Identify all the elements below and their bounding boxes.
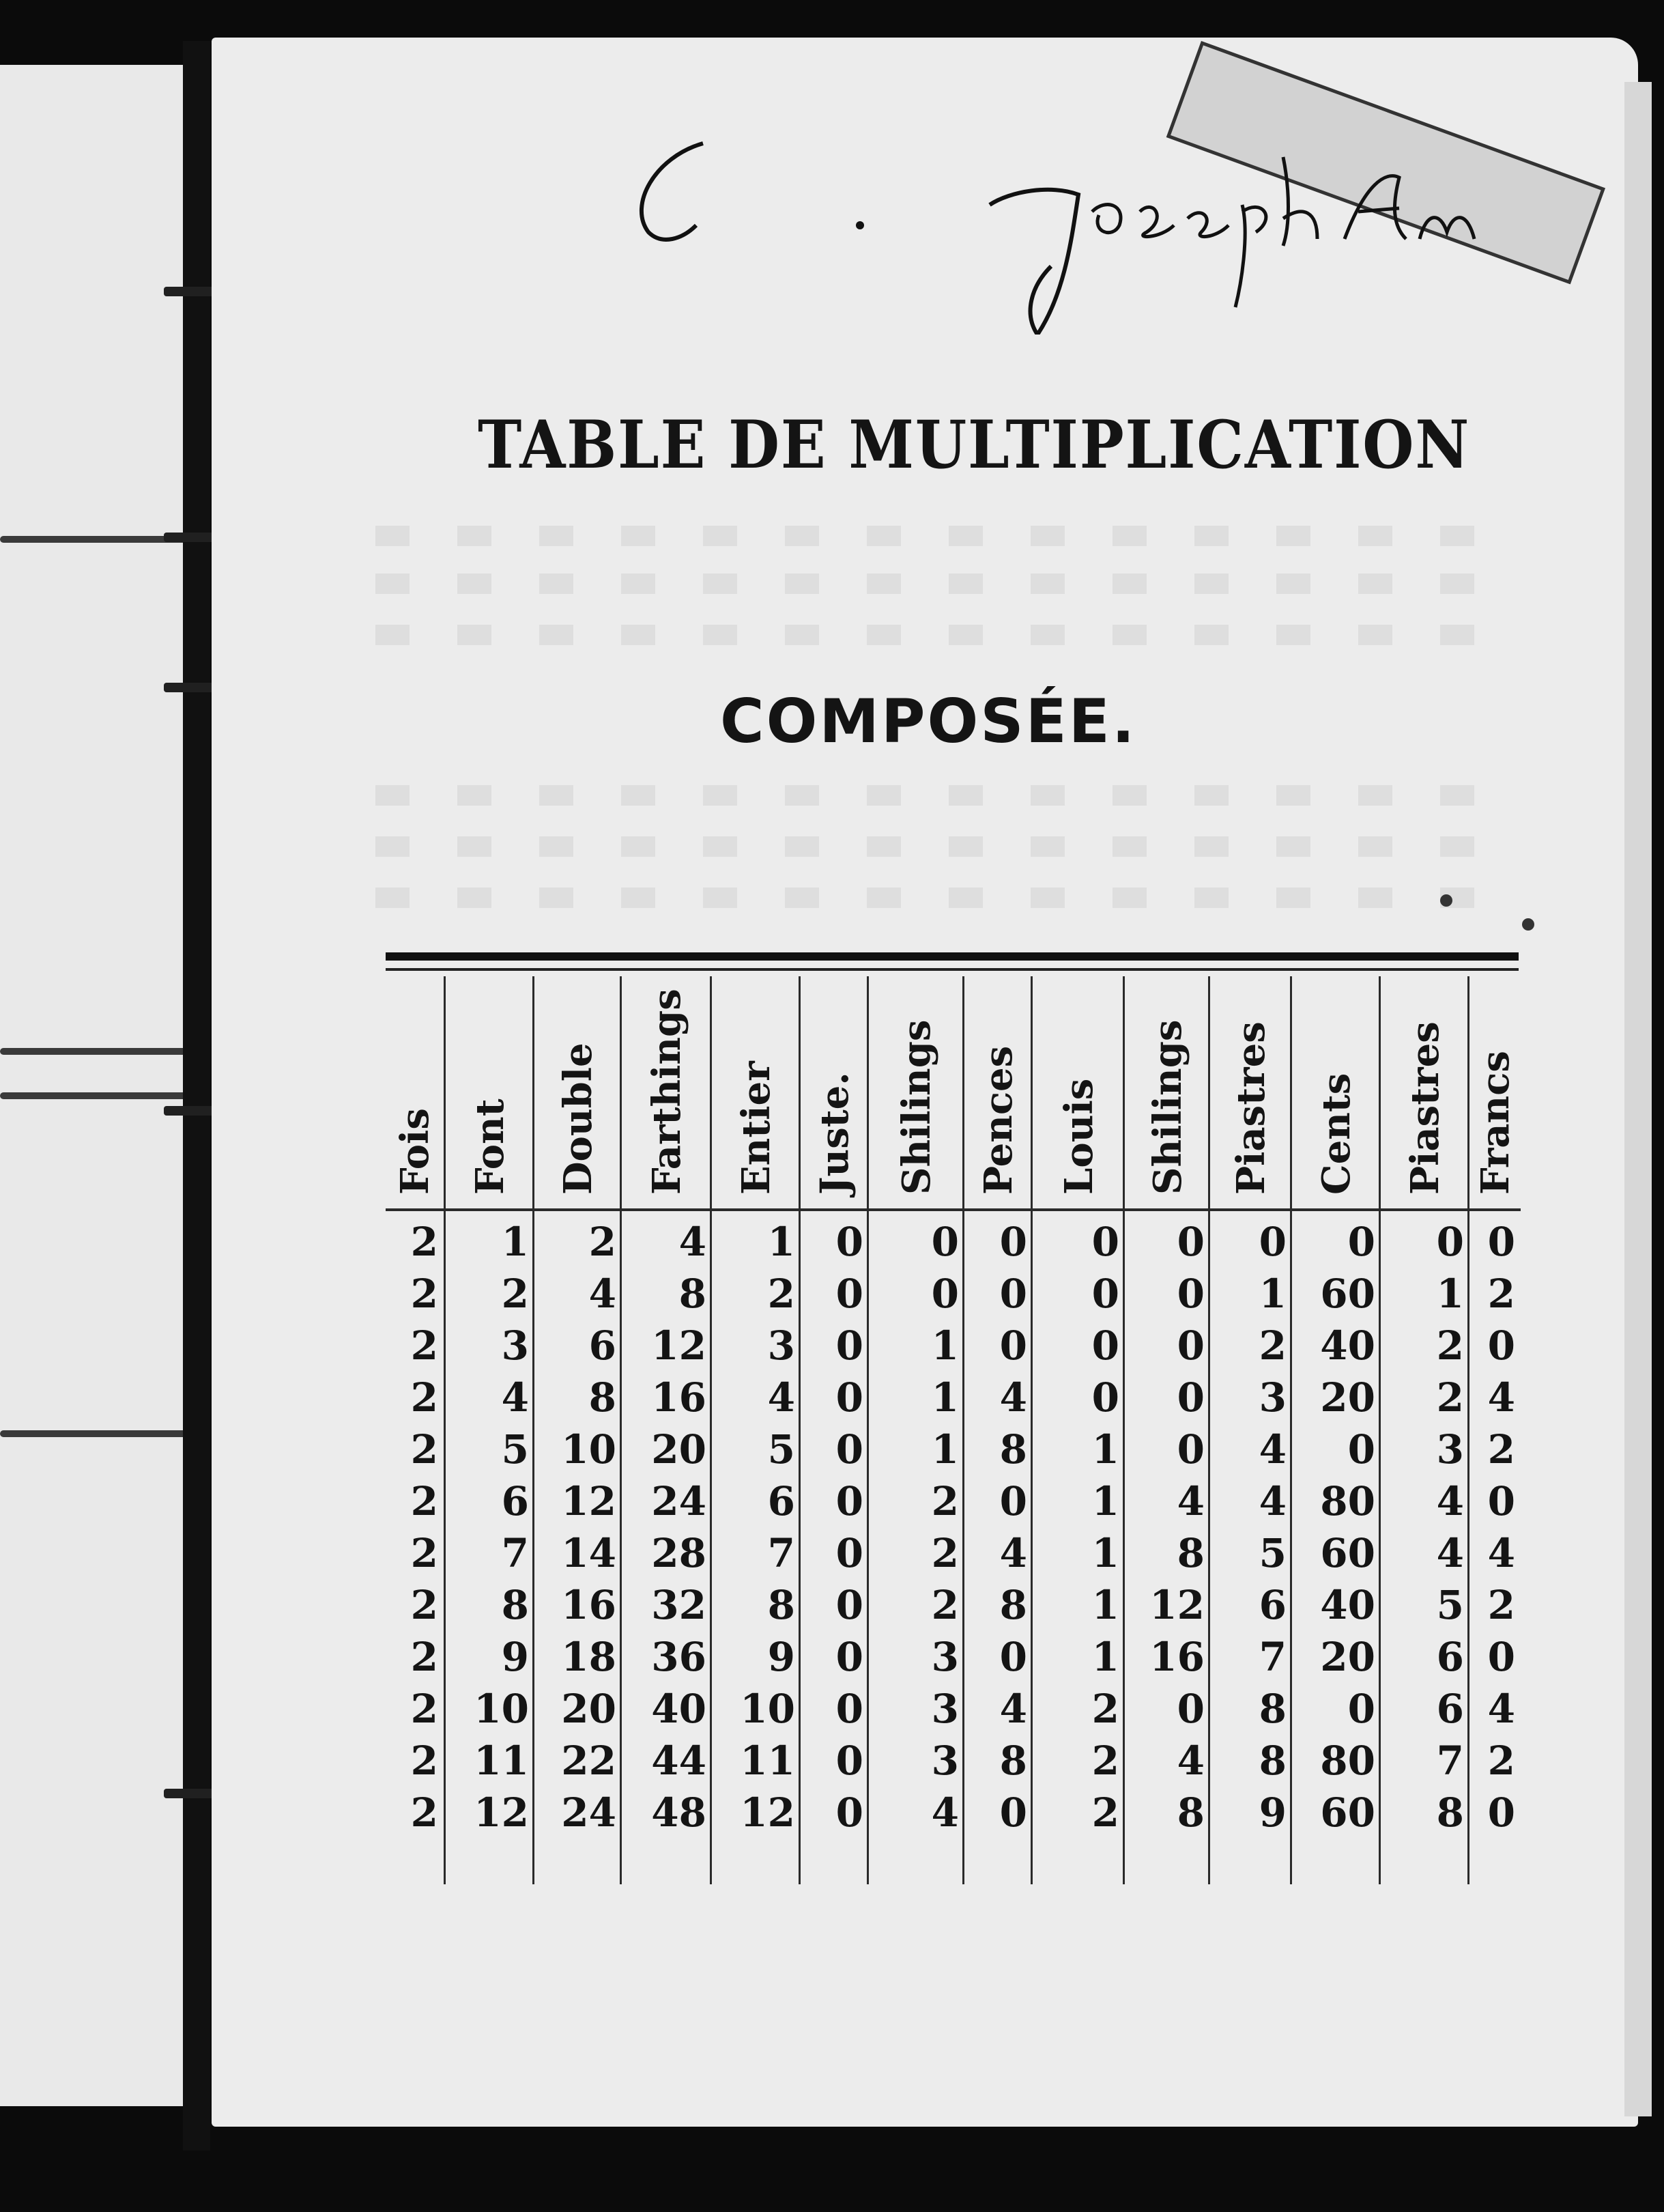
table-cell: 10 [561,1426,616,1473]
table-cell: 44 [651,1738,706,1784]
table-cell: 5 [1259,1530,1287,1576]
column-header-label: Entier [734,1061,779,1195]
table-cell: 2 [1091,1686,1119,1732]
page-edge [1624,82,1652,2116]
table-cell: 7 [1436,1738,1464,1784]
table-cell: 0 [999,1219,1027,1265]
table-cell: 2 [1487,1271,1515,1317]
bleed-through-text [375,526,1502,546]
table-cell: 4 [999,1374,1027,1421]
column-header [801,976,869,1211]
table-cell: 0 [835,1271,863,1317]
table-cell: 80 [1320,1478,1375,1525]
table-cell: 2 [1091,1738,1119,1784]
table-cell: 8 [767,1582,795,1628]
table-cell: 16 [1149,1634,1205,1680]
table-cell: 1 [1091,1426,1119,1473]
table-cell: 4 [999,1686,1027,1732]
table-cell: 0 [835,1789,863,1836]
table-cell: 8 [1259,1686,1287,1732]
table-cell: 8 [588,1374,616,1421]
table-cell: 12 [561,1478,616,1525]
table-cell: 2 [767,1271,795,1317]
column-header [712,976,801,1211]
table-cell: 1 [1091,1478,1119,1525]
table-cell: 1 [931,1322,959,1369]
table-cell: 8 [999,1426,1027,1473]
table-cell: 0 [835,1374,863,1421]
facing-page-rule [0,1430,198,1437]
column-header [1125,976,1210,1211]
table-cell: 4 [1487,1686,1515,1732]
table-cell: 16 [561,1582,616,1628]
table-cell: 2 [588,1219,616,1265]
table-cell: 3 [1259,1374,1287,1421]
table-cell: 6 [1259,1582,1287,1628]
table-cell: 0 [1487,1789,1515,1836]
table-cell: 8 [1177,1530,1205,1576]
table-cell: 0 [931,1219,959,1265]
table-column [962,976,1033,1884]
table-column [1290,976,1381,1884]
table-cell: 1 [931,1374,959,1421]
document-subtitle: COMPOSÉE. [720,686,1137,756]
table-cell: 2 [410,1426,438,1473]
table-cell: 3 [501,1322,529,1369]
table-cell: 2 [410,1686,438,1732]
table-cell: 6 [1436,1634,1464,1680]
table-cell: 24 [651,1478,706,1525]
ink-spot [1440,894,1452,907]
table-cell: 0 [999,1634,1027,1680]
table-cell: 2 [501,1271,529,1317]
table-cell: 14 [561,1530,616,1576]
table-cell: 80 [1320,1738,1375,1784]
table-cell: 4 [1177,1738,1205,1784]
column-header-label: Piastres [1229,1021,1274,1195]
table-cell: 7 [1259,1634,1287,1680]
handwritten-signature [601,130,1495,335]
table-cell: 0 [999,1271,1027,1317]
table-column [532,976,622,1884]
table-cell: 0 [835,1478,863,1525]
table-cell: 1 [1091,1530,1119,1576]
table-cell: 8 [999,1738,1027,1784]
column-header-label: Shilings [894,1019,939,1195]
table-cell: 8 [999,1582,1027,1628]
bleed-through-text [375,573,1502,594]
table-cell: 10 [740,1686,795,1732]
table-cell: 0 [1177,1374,1205,1421]
table-cell: 4 [1259,1426,1287,1473]
table-cell: 8 [1177,1789,1205,1836]
table-cell: 12 [740,1789,795,1836]
table-cell: 20 [1320,1374,1375,1421]
table-cell: 2 [931,1478,959,1525]
table-cell: 3 [931,1686,959,1732]
table-cell: 10 [474,1686,529,1732]
column-header [386,976,444,1211]
column-header-label: Louis [1056,1078,1102,1195]
table-cell: 0 [835,1219,863,1265]
table-cell: 0 [1436,1219,1464,1265]
table-cell: 2 [1487,1582,1515,1628]
table-cell: 1 [1259,1271,1287,1317]
column-header-label: Farthings [644,989,689,1195]
table-cell: 20 [1320,1634,1375,1680]
table-cell: 40 [651,1686,706,1732]
column-header [446,976,534,1211]
table-cell: 6 [501,1478,529,1525]
column-header [964,976,1033,1211]
table-cell: 4 [588,1271,616,1317]
bleed-through-text [375,785,1502,806]
table-cell: 48 [651,1789,706,1836]
column-header-label: Pences [976,1045,1021,1195]
table-cell: 0 [1177,1426,1205,1473]
table-cell: 22 [561,1738,616,1784]
table-cell: 60 [1320,1271,1375,1317]
table-cell: 16 [651,1374,706,1421]
table-cell: 0 [1177,1219,1205,1265]
table-cell: 2 [1487,1738,1515,1784]
table-cell: 4 [1487,1530,1515,1576]
table-cell: 2 [410,1530,438,1576]
table-cell: 0 [835,1322,863,1369]
table-cell: 24 [561,1789,616,1836]
table-cell: 0 [1091,1322,1119,1369]
table-cell: 0 [835,1738,863,1784]
table-cell: 0 [1487,1219,1515,1265]
table-column [386,976,444,1884]
table-cell: 2 [410,1478,438,1525]
table-cell: 7 [501,1530,529,1576]
table-cell: 0 [1347,1686,1375,1732]
table-cell: 0 [999,1322,1027,1369]
bleed-through-text [375,625,1502,645]
table-cell: 0 [1091,1374,1119,1421]
table-cell: 0 [1177,1271,1205,1317]
table-cell: 0 [1487,1634,1515,1680]
column-header [869,976,964,1211]
column-header-label: Double [556,1043,601,1195]
table-cell: 3 [931,1738,959,1784]
table-cell: 11 [474,1738,529,1784]
table-cell: 0 [1347,1219,1375,1265]
table-cell: 0 [835,1582,863,1628]
table-cell: 2 [410,1271,438,1317]
table-column [1379,976,1469,1884]
column-header [1381,976,1469,1211]
table-cell: 5 [1436,1582,1464,1628]
table-column [1467,976,1521,1884]
table-column [620,976,712,1884]
column-header-label: Cents [1314,1073,1359,1195]
table-cell: 8 [501,1582,529,1628]
table-cell: 4 [767,1374,795,1421]
table-cell: 2 [410,1634,438,1680]
column-header-label: Francs [1472,1051,1518,1195]
table-cell: 1 [767,1219,795,1265]
table-column [710,976,801,1884]
column-header-label: Font [468,1098,513,1195]
table-cell: 2 [1259,1322,1287,1369]
table-cell: 4 [678,1219,706,1265]
table-cell: 12 [1149,1582,1205,1628]
table-cell: 2 [410,1789,438,1836]
table-cell: 36 [651,1634,706,1680]
table-column [1208,976,1292,1884]
table-cell: 4 [931,1789,959,1836]
table-cell: 0 [835,1634,863,1680]
table-cell: 60 [1320,1530,1375,1576]
table-cell: 0 [835,1530,863,1576]
table-cell: 0 [1487,1322,1515,1369]
table-cell: 4 [1259,1478,1287,1525]
table-cell: 1 [931,1426,959,1473]
table-cell: 2 [1091,1789,1119,1836]
table-cell: 9 [501,1634,529,1680]
facing-page [0,65,183,2106]
table-cell: 20 [651,1426,706,1473]
bleed-through-text [375,836,1502,857]
table-cell: 32 [651,1582,706,1628]
table-top-rule [386,952,1519,961]
table-cell: 2 [410,1374,438,1421]
table-cell: 8 [678,1271,706,1317]
table-cell: 0 [1347,1426,1375,1473]
table-cell: 4 [1487,1374,1515,1421]
column-header [1210,976,1292,1211]
column-header-label: Piastres [1403,1021,1448,1195]
table-cell: 40 [1320,1582,1375,1628]
table-cell: 0 [1259,1219,1287,1265]
book-spine [183,41,210,2151]
column-header [1292,976,1381,1211]
table-cell: 3 [1436,1426,1464,1473]
table-cell: 0 [1091,1219,1119,1265]
table-cell: 1 [1436,1271,1464,1317]
table-top-rule-thin [386,968,1519,971]
table-cell: 0 [835,1686,863,1732]
table-cell: 0 [1487,1478,1515,1525]
table-cell: 8 [1436,1789,1464,1836]
table-cell: 40 [1320,1322,1375,1369]
table-cell: 28 [651,1530,706,1576]
signature-drawing [601,130,1495,335]
bleed-through-text [375,888,1502,908]
table-cell: 12 [651,1322,706,1369]
column-header-label: Juste. [812,1072,857,1195]
table-cell: 2 [1487,1426,1515,1473]
table-cell: 6 [767,1478,795,1525]
table-cell: 4 [501,1374,529,1421]
table-column [444,976,534,1884]
table-cell: 20 [561,1686,616,1732]
table-cell: 3 [931,1634,959,1680]
table-cell: 0 [999,1478,1027,1525]
column-header [622,976,712,1211]
table-cell: 0 [1091,1271,1119,1317]
table-cell: 2 [931,1530,959,1576]
table-cell: 0 [999,1789,1027,1836]
table-cell: 0 [1177,1322,1205,1369]
table-cell: 2 [410,1582,438,1628]
table-cell: 4 [999,1530,1027,1576]
facing-page-rule [0,1092,198,1099]
table-cell: 9 [1259,1789,1287,1836]
ink-spot [1522,918,1534,931]
table-column [1031,976,1125,1884]
table-cell: 2 [410,1738,438,1784]
table-cell: 5 [767,1426,795,1473]
table-cell: 2 [1436,1374,1464,1421]
table-cell: 11 [740,1738,795,1784]
table-cell: 4 [1436,1530,1464,1576]
table-cell: 1 [1091,1582,1119,1628]
table-cell: 1 [501,1219,529,1265]
table-cell: 2 [1436,1322,1464,1369]
table-cell: 4 [1177,1478,1205,1525]
table-cell: 0 [1177,1686,1205,1732]
document-title: TABLE DE MULTIPLICATION [478,406,1471,483]
table-cell: 1 [1091,1634,1119,1680]
table-cell: 60 [1320,1789,1375,1836]
table-cell: 2 [931,1582,959,1628]
table-cell: 18 [561,1634,616,1680]
table-cell: 6 [588,1322,616,1369]
column-header-label: Fois [392,1108,437,1195]
table-cell: 4 [1436,1478,1464,1525]
table-cell: 8 [1259,1738,1287,1784]
table-cell: 12 [474,1789,529,1836]
table-column [867,976,964,1884]
table-cell: 0 [931,1271,959,1317]
column-header [1033,976,1125,1211]
table-cell: 0 [835,1426,863,1473]
table-cell: 5 [501,1426,529,1473]
table-column [799,976,869,1884]
column-header-label: Shilings [1145,1019,1190,1195]
table-column [1123,976,1210,1884]
table-cell: 9 [767,1634,795,1680]
column-header [1469,976,1521,1211]
table-cell: 6 [1436,1686,1464,1732]
multiplication-table [386,976,1519,1871]
column-header [534,976,622,1211]
facing-page-rule [0,1048,198,1055]
table-cell: 2 [410,1322,438,1369]
table-cell: 3 [767,1322,795,1369]
table-cell: 2 [410,1219,438,1265]
table-cell: 7 [767,1530,795,1576]
